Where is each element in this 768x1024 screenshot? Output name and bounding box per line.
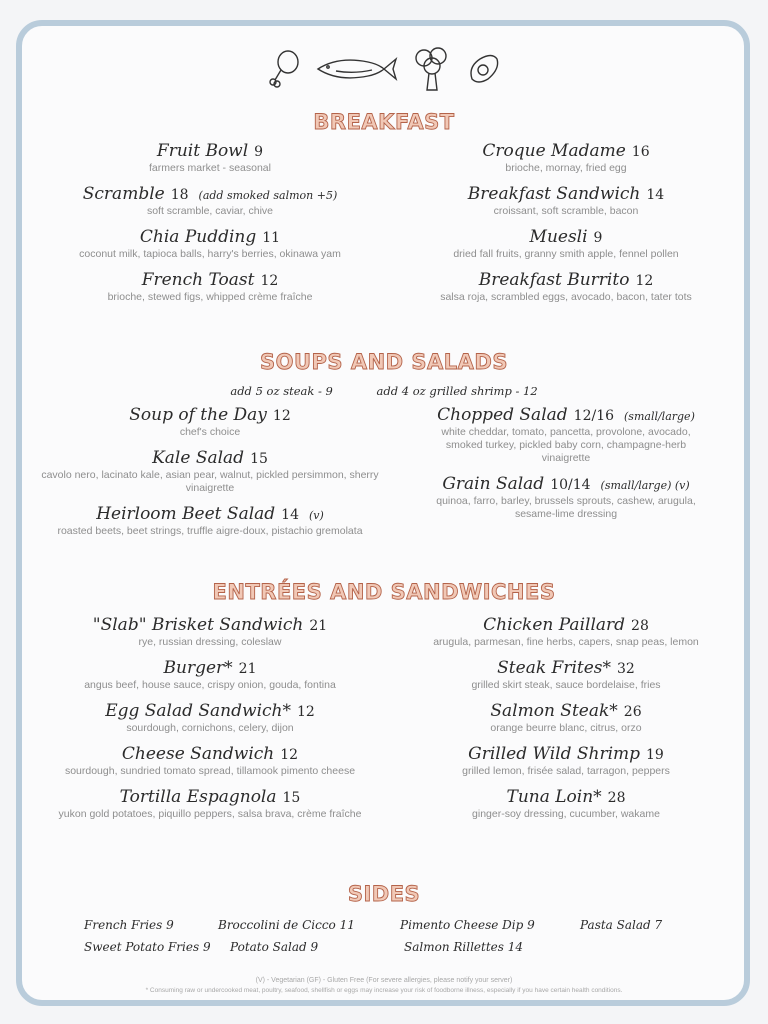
dish-price: 28 [607,790,626,806]
dish-name: Chia Pudding [139,227,257,247]
dish-description: sourdough, sundried tomato spread, tillamook pimento cheese [64,765,356,777]
dish-price: 14 [646,187,665,203]
dish-name: Scramble [82,184,165,204]
menu-item [396,269,736,304]
dish-description: grilled skirt steak, sauce bordelaise, fries [471,679,661,691]
menu-item [396,226,736,261]
dish-description: white cheddar, tomato, pancetta, provolone, avocado, smoked turkey, pickled baby corn, champagne-herb vinaigrette [441,426,691,464]
menu-item [40,700,380,735]
dish-description: rye, russian dressing, coleslaw [138,636,282,648]
dish-description: brioche, stewed figs, whipped crème fraîche [107,291,313,303]
dish-description: cavolo nero, lacinato kale, asian pear, walnut, pickled persimmon, sherry vinaigrette [41,469,379,494]
menu-item [40,404,380,439]
menu-item [40,140,380,175]
menu-item [40,786,380,821]
dish-name: Fruit Bowl [156,141,249,161]
dish-price: 9 [254,144,264,160]
dish-description: angus beef, house sauce, crispy onion, gouda, fontina [84,679,336,691]
menu-item [40,447,380,495]
menu-item [40,226,380,261]
broccoli-icon [412,46,452,92]
dish-name: Cheese Sandwich [121,744,275,764]
dish-name: Breakfast Burrito [478,270,630,290]
dish-name: "Slab" Brisket Sandwich [92,615,304,635]
dish-name: Grilled Wild Shrimp [468,744,641,764]
dish-price: 21 [238,661,257,677]
menu-item [396,614,736,649]
dish-price: 26 [623,704,642,720]
dish-name: Salmon Steak* [490,701,618,721]
dish-description: orange beurre blanc, citrus, orzo [490,722,642,734]
menu-item [396,700,736,735]
menu-item [396,743,736,778]
dish-price: 10/14 [550,477,591,493]
dish-price: 12/16 [573,408,615,424]
dish-description: ginger-soy dressing, cucumber, wakame [472,808,660,820]
side-item: Broccolini de Cicco 11 [218,918,355,932]
food-icons [0,46,768,92]
dish-name: Burger* [163,658,233,678]
dish-description: brioche, mornay, fried egg [505,162,627,174]
entrees-right-column [396,614,736,829]
menu-item [40,503,380,538]
breakfast-left-column [40,140,380,312]
fish-icon [316,54,398,84]
dish-name: Heirloom Beet Salad [96,504,276,524]
side-item: Pimento Cheese Dip 9 [400,918,535,932]
breakfast-heading: BREAKFAST [313,110,455,134]
dish-description: quinoa, farro, barley, brussels sprouts, cashew, arugula, sesame-lime dressing [436,495,696,520]
dish-price: 32 [617,661,635,677]
dish-name: Croque Madame [482,141,626,161]
entrees-heading: ENTRÉES AND SANDWICHES [212,580,556,604]
menu-item [396,657,736,692]
dish-note: (add smoked salmon +5) [198,189,338,202]
dish-price: 19 [646,747,664,763]
dish-note: (v) [308,509,324,522]
dish-price: 12 [272,408,291,424]
menu-item [40,269,380,304]
breakfast-right-column [396,140,736,312]
dish-description: arugula, parmesan, fine herbs, capers, snap peas, lemon [433,636,699,648]
avocado-icon [466,53,500,85]
dish-description: farmers market - seasonal [149,162,271,174]
dish-name: Tortilla Espagnola [119,787,277,807]
dish-name: Tuna Loin* [506,787,602,807]
menu-item [40,657,380,692]
menu-item [40,743,380,778]
dish-name: Chopped Salad [437,405,568,425]
dish-description: soft scramble, caviar, chive [146,205,274,217]
dish-description: coconut milk, tapioca balls, harry's berries, okinawa yam [79,248,341,260]
addons-line [0,384,768,398]
dish-name: Muesli [529,227,588,247]
dish-price: 18 [170,187,189,203]
menu-item [40,614,380,649]
dish-name: Breakfast Sandwich [467,184,641,204]
dish-price: 21 [309,618,328,634]
dish-price: 16 [631,144,650,160]
dish-note: (small/large) [624,410,695,423]
dish-description: croissant, soft scramble, bacon [493,205,639,217]
dish-name: Egg Salad Sandwich* [105,701,291,721]
dish-price: 12 [260,273,279,289]
dish-description: salsa roja, scrambled eggs, avocado, bacon, tater tots [440,291,692,303]
dish-description: grilled lemon, frisée salad, tarragon, peppers [462,765,670,777]
drumstick-icon [268,49,302,89]
dish-description: chef's choice [179,426,241,438]
dish-name: Soup of the Day [129,405,267,425]
menu-item [396,786,736,821]
side-item: French Fries 9 [84,918,174,932]
dish-description: roasted beets, beet strings, truffle aigre-doux, pistachio gremolata [57,525,363,537]
menu-item [396,404,736,465]
dish-description: sourdough, cornichons, celery, dijon [126,722,294,734]
dish-note: (small/large) (v) [600,479,690,492]
dish-description: yukon gold potatoes, piquillo peppers, salsa brava, crème fraîche [58,808,362,820]
dish-price: 12 [296,704,315,720]
dish-price: 11 [262,230,281,246]
dish-price: 12 [280,747,299,763]
dish-price: 14 [281,507,299,523]
dietary-legend: (V) - Vegetarian (GF) - Gluten Free (For severe allergies, please notify your server) [255,977,513,984]
consumption-warning: * Consuming raw or undercooked meat, poultry, seafood, shellfish or eggs may increase your risk of foodborne illness, especially if you have certain health conditions. [145,987,623,994]
side-item: Potato Salad 9 [230,940,319,954]
menu-item [40,183,380,218]
soups-left-column [40,404,380,546]
menu-item [396,183,736,218]
dish-price: 28 [631,618,649,634]
side-item: Pasta Salad 7 [580,918,663,932]
side-item: Salmon Rillettes 14 [404,940,523,954]
dish-description: dried fall fruits, granny smith apple, fennel pollen [453,248,679,260]
dish-name: Kale Salad [152,448,245,468]
dish-name: French Toast [141,270,255,290]
dish-price: 15 [282,790,301,806]
dish-price: 15 [250,451,268,467]
dish-price: 9 [593,230,603,246]
menu-item [396,473,736,521]
addon-shrimp: add 4 oz grilled shrimp - 12 [376,384,538,398]
dish-name: Chicken Paillard [483,615,626,635]
dish-name: Steak Frites* [497,658,612,678]
dish-price: 12 [635,273,654,289]
soups-right-column [396,404,736,529]
sides-heading: SIDES [347,882,421,906]
soups-heading: SOUPS AND SALADS [260,350,508,374]
addon-steak: add 5 oz steak - 9 [230,384,333,398]
entrees-left-column [40,614,380,829]
side-item: Sweet Potato Fries 9 [84,940,211,954]
menu-item [396,140,736,175]
dish-name: Grain Salad [442,474,545,494]
